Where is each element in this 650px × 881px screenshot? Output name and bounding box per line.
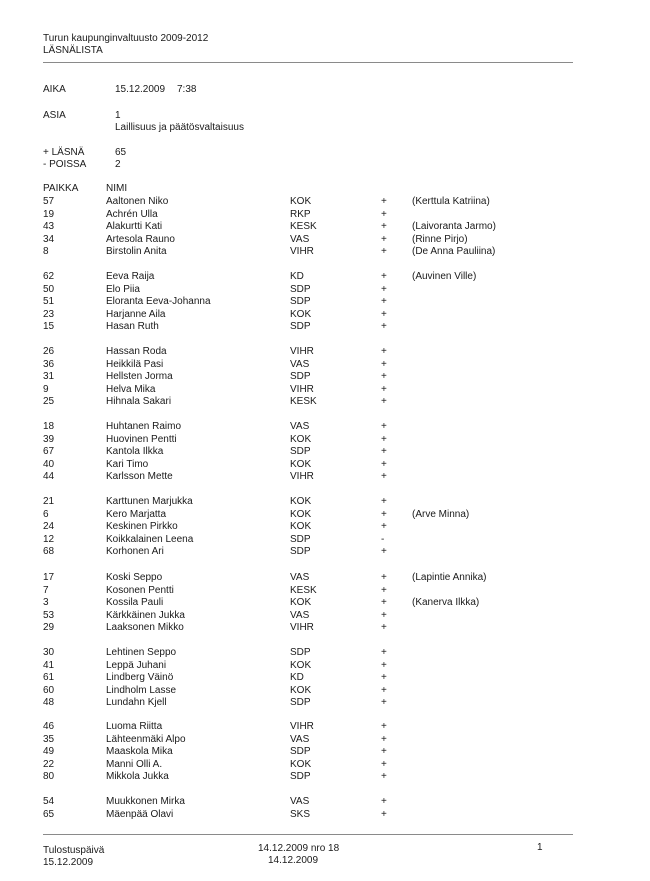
presence-mark: + [381, 584, 387, 596]
party-abbreviation: SDP [290, 533, 311, 545]
seat-number: 39 [43, 433, 55, 445]
seat-number: 31 [43, 371, 55, 382]
member-name: Helva Mika [106, 383, 156, 395]
party-abbreviation: KOK [290, 196, 312, 207]
presence-mark: + [381, 196, 387, 207]
member-name: Heikkilä Pasi [106, 358, 164, 370]
seat-number: 9 [43, 383, 49, 395]
party-abbreviation: KESK [290, 584, 317, 596]
attendance-row [0, 209, 650, 222]
member-name: Lehtinen Seppo [106, 647, 177, 658]
party-abbreviation: KOK [290, 308, 312, 320]
attendance-row [0, 296, 650, 309]
member-name: Mäenpää Olavi [106, 808, 174, 820]
attendance-row [0, 246, 650, 259]
attendance-row [0, 471, 650, 484]
attendance-row [0, 597, 650, 610]
seat-number: 57 [43, 196, 55, 207]
presence-mark: + [381, 283, 387, 295]
party-abbreviation: SDP [290, 283, 311, 295]
asia-text: Laillisuus ja päätösvaltaisuus [115, 122, 244, 133]
presence-mark: + [381, 659, 387, 671]
meeting-info: 14.12.2009 nro 18 [258, 843, 340, 854]
seat-number: 12 [43, 533, 55, 545]
party-abbreviation: VAS [290, 733, 310, 745]
attendance-row [0, 585, 650, 598]
presence-mark: + [381, 609, 387, 621]
party-abbreviation: VAS [290, 421, 310, 432]
substitute-name: (De Anna Pauliina) [412, 246, 496, 257]
presence-mark: + [381, 733, 387, 745]
presence-mark: + [381, 233, 387, 245]
member-name: Alakurtti Kati [106, 221, 163, 232]
poissa-label: - POISSA [43, 159, 87, 170]
party-abbreviation: KESK [290, 396, 317, 407]
presence-mark: + [381, 508, 387, 520]
seat-number: 50 [43, 283, 55, 295]
presence-mark: + [381, 396, 387, 407]
seat-number: 6 [43, 508, 49, 520]
presence-mark: + [381, 521, 387, 532]
attendance-row [0, 796, 650, 809]
attendance-row [0, 459, 650, 472]
member-name: Koski Seppo [106, 572, 163, 583]
member-name: Leppä Juhani [106, 659, 167, 671]
party-abbreviation: SDP [290, 771, 311, 782]
attendance-row [0, 359, 650, 372]
seat-number: 44 [43, 471, 55, 482]
presence-mark: + [381, 672, 387, 683]
party-abbreviation: SDP [290, 546, 311, 557]
attendance-row [0, 434, 650, 447]
member-name: Artesola Rauno [106, 233, 175, 245]
member-name: Luoma Riitta [106, 721, 163, 732]
presence-mark: + [381, 371, 387, 382]
print-date: 15.12.2009 [43, 857, 94, 868]
attendance-row [0, 446, 650, 459]
attendance-row [0, 284, 650, 297]
seat-number: 23 [43, 308, 55, 320]
seat-number: 61 [43, 672, 55, 683]
attendance-row [0, 697, 650, 710]
party-abbreviation: KOK [290, 659, 312, 671]
attendance-row [0, 759, 650, 772]
party-abbreviation: VAS [290, 609, 310, 621]
presence-mark: + [381, 746, 387, 757]
member-name: Karttunen Marjukka [106, 496, 193, 507]
member-name: Kero Marjatta [106, 508, 167, 520]
party-abbreviation: SKS [290, 808, 311, 820]
page-number: 1 [537, 842, 543, 853]
party-abbreviation: SDP [290, 296, 311, 307]
presence-mark: + [381, 622, 387, 633]
aika-date: 15.12.2009 [115, 84, 166, 95]
seat-number: 15 [43, 321, 55, 332]
presence-mark: + [381, 758, 387, 770]
meeting-date: 14.12.2009 [268, 855, 319, 866]
party-abbreviation: SDP [290, 446, 311, 457]
seat-number: 67 [43, 446, 55, 457]
seat-number: 19 [43, 208, 55, 220]
party-abbreviation: KOK [290, 597, 312, 608]
presence-mark: + [381, 597, 387, 608]
seat-number: 68 [43, 546, 55, 557]
party-abbreviation: SDP [290, 697, 311, 708]
presence-mark: + [381, 433, 387, 445]
party-abbreviation: KOK [290, 433, 312, 445]
member-name: Huhtanen Raimo [106, 421, 182, 432]
party-abbreviation: VIHR [290, 383, 314, 395]
party-abbreviation: KOK [290, 758, 312, 770]
presence-mark: + [381, 383, 387, 395]
seat-number: 54 [43, 796, 55, 807]
column-header-paikka: PAIKKA [43, 183, 79, 194]
presence-mark: + [381, 446, 387, 457]
seat-number: 18 [43, 421, 55, 432]
party-abbreviation: VIHR [290, 471, 314, 482]
asia-label: ASIA [43, 110, 66, 121]
member-name: Achrén Ulla [106, 208, 158, 220]
attendance-row [0, 809, 650, 822]
presence-mark: + [381, 358, 387, 370]
party-abbreviation: KD [290, 672, 304, 683]
seat-number: 30 [43, 647, 55, 658]
attendance-row [0, 546, 650, 559]
presence-mark: + [381, 647, 387, 658]
attendance-row [0, 371, 650, 384]
party-abbreviation: SDP [290, 746, 311, 757]
presence-mark: + [381, 346, 387, 357]
substitute-name: (Auvinen Ville) [412, 271, 477, 282]
presence-mark: + [381, 246, 387, 257]
substitute-name: (Arve Minna) [412, 508, 470, 520]
member-name: Huovinen Pentti [106, 433, 177, 445]
attendance-row [0, 534, 650, 547]
party-abbreviation: VAS [290, 233, 310, 245]
substitute-name: (Lapintie Annika) [412, 572, 487, 583]
seat-number: 26 [43, 346, 55, 357]
document-subtitle: LÄSNÄLISTA [43, 45, 103, 56]
member-name: Hasan Ruth [106, 321, 159, 332]
presence-mark: + [381, 697, 387, 708]
presence-mark: + [381, 296, 387, 307]
party-abbreviation: VAS [290, 358, 310, 370]
member-name: Kosonen Pentti [106, 584, 174, 596]
attendance-row [0, 622, 650, 635]
member-name: Eloranta Eeva-Johanna [106, 296, 211, 307]
attendance-row [0, 572, 650, 585]
party-abbreviation: VIHR [290, 346, 314, 357]
lasna-label: + LÄSNÄ [43, 147, 85, 158]
header-divider [43, 62, 573, 63]
member-name: Keskinen Pirkko [106, 521, 178, 532]
attendance-row [0, 196, 650, 209]
presence-mark: + [381, 458, 387, 470]
seat-number: 40 [43, 458, 55, 470]
seat-number: 25 [43, 396, 55, 407]
seat-number: 3 [43, 597, 49, 608]
party-abbreviation: KOK [290, 508, 312, 520]
presence-mark: + [381, 471, 387, 482]
presence-mark: - [381, 533, 385, 545]
attendance-row [0, 771, 650, 784]
member-name: Lähteenmäki Alpo [106, 733, 186, 745]
attendance-row [0, 496, 650, 509]
member-name: Lundahn Kjell [106, 697, 167, 708]
attendance-row [0, 746, 650, 759]
party-abbreviation: SDP [290, 371, 311, 382]
attendance-row [0, 321, 650, 334]
attendance-row [0, 685, 650, 698]
print-label: Tulostuspäivä [43, 845, 105, 856]
member-name: Lindberg Väinö [106, 672, 174, 683]
seat-number: 36 [43, 358, 55, 370]
presence-mark: + [381, 771, 387, 782]
party-abbreviation: KOK [290, 684, 312, 696]
member-name: Korhonen Ari [106, 546, 164, 557]
party-abbreviation: KD [290, 271, 304, 282]
member-name: Karlsson Mette [106, 471, 173, 482]
attendance-row [0, 721, 650, 734]
member-name: Lindholm Lasse [106, 684, 177, 696]
attendance-row [0, 221, 650, 234]
attendance-row [0, 234, 650, 247]
member-name: Aaltonen Niko [106, 196, 169, 207]
member-name: Koikkalainen Leena [106, 533, 194, 545]
party-abbreviation: KOK [290, 521, 312, 532]
attendance-row [0, 509, 650, 522]
attendance-row [0, 660, 650, 673]
seat-number: 51 [43, 296, 55, 307]
seat-number: 65 [43, 808, 55, 820]
member-name: Kärkkäinen Jukka [106, 609, 185, 621]
substitute-name: (Kanerva Ilkka) [412, 597, 480, 608]
seat-number: 22 [43, 758, 55, 770]
substitute-name: (Kerttula Katriina) [412, 196, 490, 207]
presence-mark: + [381, 271, 387, 282]
presence-mark: + [381, 421, 387, 432]
member-name: Harjanne Aila [106, 308, 166, 320]
seat-number: 49 [43, 746, 55, 757]
seat-number: 17 [43, 572, 55, 583]
member-name: Mikkola Jukka [106, 771, 169, 782]
seat-number: 41 [43, 659, 55, 671]
seat-number: 21 [43, 496, 55, 507]
party-abbreviation: SDP [290, 647, 311, 658]
seat-number: 29 [43, 622, 55, 633]
presence-mark: + [381, 684, 387, 696]
member-name: Birstolin Anita [106, 246, 167, 257]
attendance-row [0, 672, 650, 685]
footer-divider [43, 834, 573, 835]
member-name: Hellsten Jorma [106, 371, 173, 382]
member-name: Kari Timo [106, 458, 149, 470]
member-name: Maaskola Mika [106, 746, 173, 757]
seat-number: 46 [43, 721, 55, 732]
party-abbreviation: SDP [290, 321, 311, 332]
presence-mark: + [381, 208, 387, 220]
attendance-row [0, 521, 650, 534]
seat-number: 80 [43, 771, 55, 782]
party-abbreviation: VIHR [290, 246, 314, 257]
seat-number: 34 [43, 233, 55, 245]
asia-number: 1 [115, 110, 121, 121]
member-name: Kantola Ilkka [106, 446, 164, 457]
presence-mark: + [381, 221, 387, 232]
presence-mark: + [381, 796, 387, 807]
party-abbreviation: KOK [290, 458, 312, 470]
presence-mark: + [381, 496, 387, 507]
attendance-row [0, 271, 650, 284]
attendance-row [0, 346, 650, 359]
party-abbreviation: KOK [290, 496, 312, 507]
party-abbreviation: KESK [290, 221, 317, 232]
party-abbreviation: VIHR [290, 721, 314, 732]
lasna-value: 65 [115, 147, 127, 158]
attendance-row [0, 384, 650, 397]
party-abbreviation: VIHR [290, 622, 314, 633]
attendance-row [0, 610, 650, 623]
attendance-row [0, 309, 650, 322]
presence-mark: + [381, 321, 387, 332]
member-name: Laaksonen Mikko [106, 622, 184, 633]
member-name: Muukkonen Mirka [106, 796, 185, 807]
seat-number: 24 [43, 521, 55, 532]
member-name: Elo Piia [106, 283, 140, 295]
document-title: Turun kaupunginvaltuusto 2009-2012 [43, 33, 209, 44]
seat-number: 8 [43, 246, 49, 257]
member-name: Kossila Pauli [106, 597, 164, 608]
attendance-row [0, 647, 650, 660]
substitute-name: (Laivoranta Jarmo) [412, 221, 496, 232]
presence-mark: + [381, 721, 387, 732]
column-header-nimi: NIMI [106, 183, 128, 194]
seat-number: 43 [43, 221, 55, 232]
substitute-name: (Rinne Pirjo) [412, 233, 468, 245]
seat-number: 62 [43, 271, 55, 282]
seat-number: 48 [43, 697, 55, 708]
party-abbreviation: VAS [290, 572, 310, 583]
seat-number: 60 [43, 684, 55, 696]
presence-mark: + [381, 572, 387, 583]
presence-mark: + [381, 308, 387, 320]
member-name: Hihnala Sakari [106, 396, 172, 407]
party-abbreviation: RKP [290, 208, 311, 220]
aika-label: AIKA [43, 84, 66, 95]
attendance-row [0, 396, 650, 409]
attendance-row [0, 734, 650, 747]
seat-number: 53 [43, 609, 55, 621]
party-abbreviation: VAS [290, 796, 310, 807]
presence-mark: + [381, 808, 387, 820]
member-name: Manni Olli A. [106, 758, 163, 770]
seat-number: 7 [43, 584, 49, 596]
presence-mark: + [381, 546, 387, 557]
poissa-value: 2 [115, 159, 121, 170]
attendance-row [0, 421, 650, 434]
member-name: Hassan Roda [106, 346, 167, 357]
member-name: Eeva Raija [106, 271, 155, 282]
aika-time: 7:38 [177, 84, 197, 95]
seat-number: 35 [43, 733, 55, 745]
